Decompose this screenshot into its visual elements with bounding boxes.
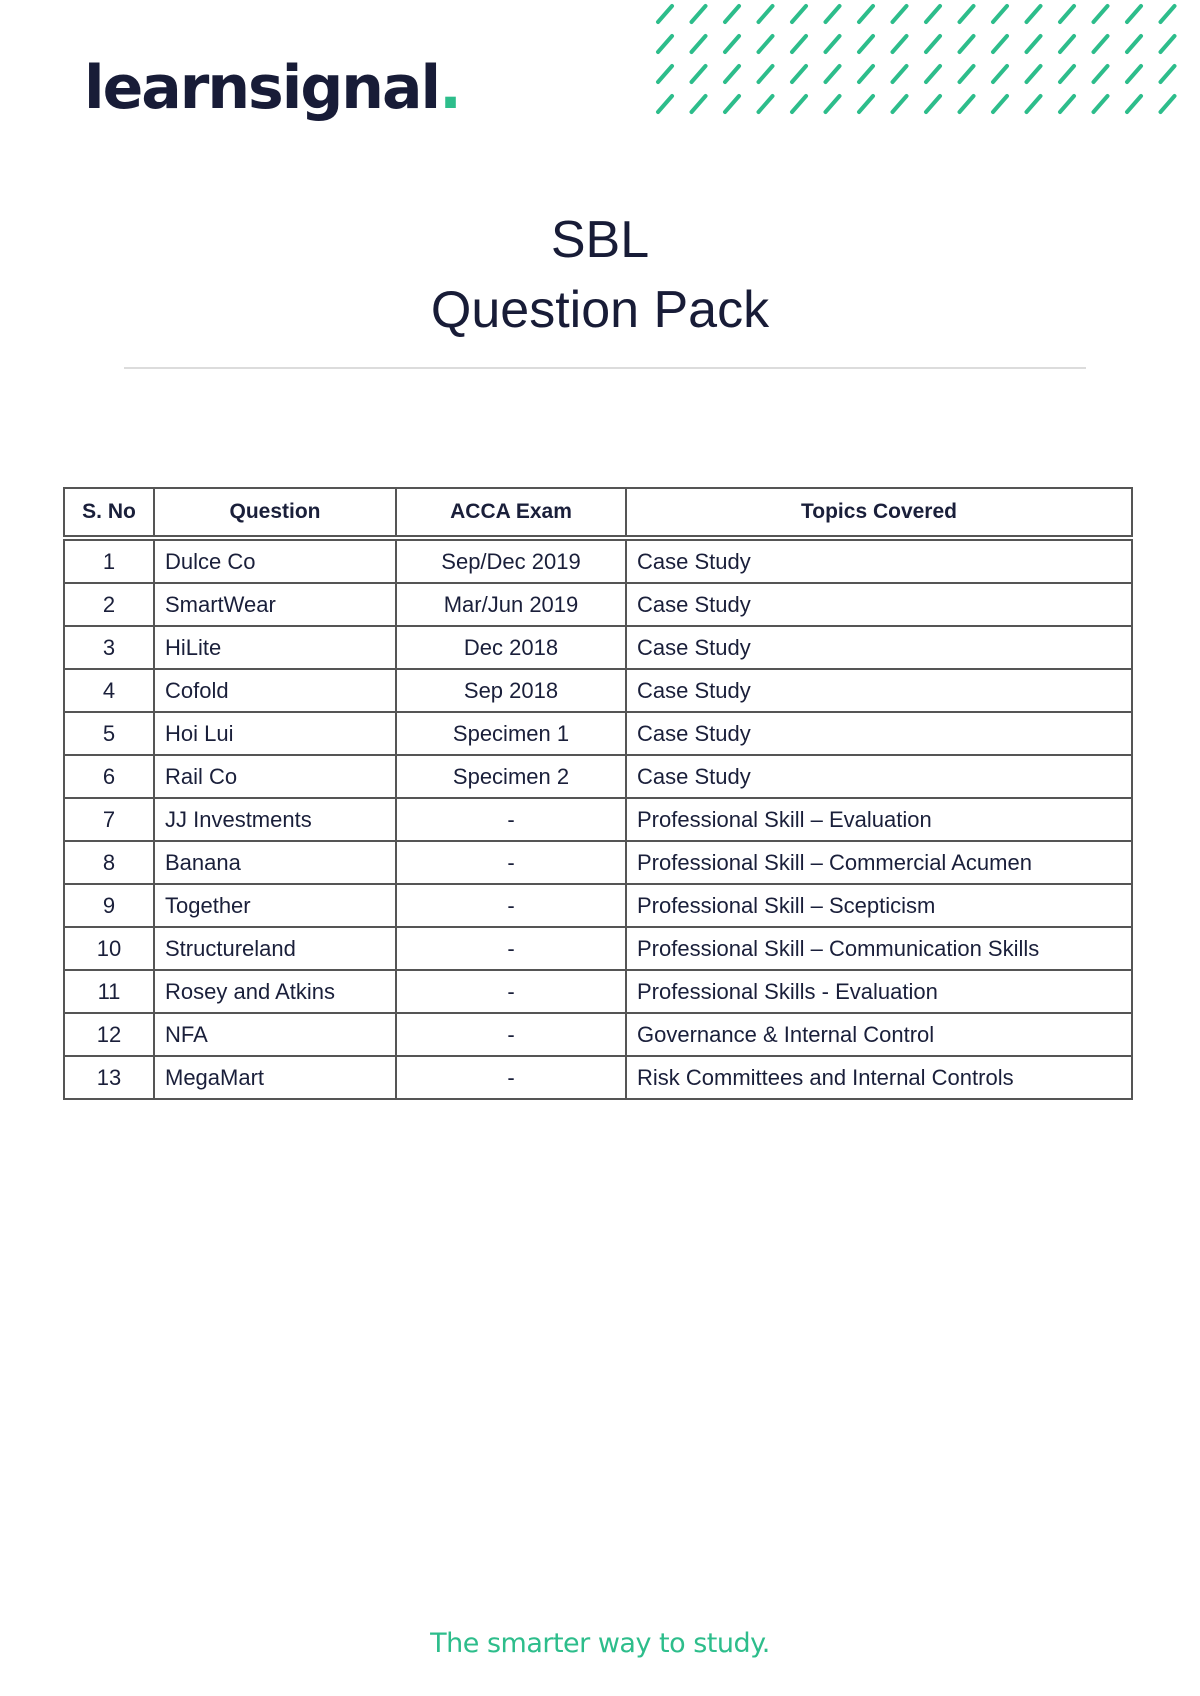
pattern-slash (993, 36, 1007, 52)
cell-sno: 1 (64, 538, 154, 583)
pattern-slash (859, 6, 873, 22)
cell-acca-exam: - (396, 884, 626, 927)
cell-question: NFA (154, 1013, 396, 1056)
cell-sno: 10 (64, 927, 154, 970)
pattern-slash (893, 6, 907, 22)
pattern-slash (960, 6, 974, 22)
pattern-slash (725, 36, 739, 52)
cell-acca-exam: - (396, 970, 626, 1013)
table-row (64, 798, 1132, 841)
pattern-slash (658, 96, 672, 112)
cell-acca-exam: Mar/Jun 2019 (396, 583, 626, 626)
cell-acca-exam: - (396, 798, 626, 841)
pattern-slash (1027, 66, 1041, 82)
pattern-slash (1127, 66, 1141, 82)
cell-sno: 9 (64, 884, 154, 927)
cell-question: Hoi Lui (154, 712, 396, 755)
pattern-slash (960, 96, 974, 112)
cell-topics: Professional Skill – Commercial Acumen (626, 841, 1132, 884)
cell-question: HiLite (154, 626, 396, 669)
header-question: Question (154, 488, 396, 538)
pattern-slash (993, 6, 1007, 22)
footer-tagline: The smarter way to study. (430, 1628, 770, 1659)
pattern-slash (893, 36, 907, 52)
cell-question: Rosey and Atkins (154, 970, 396, 1013)
pattern-slash (725, 96, 739, 112)
pattern-slash (960, 66, 974, 82)
pattern-slash (658, 6, 672, 22)
pattern-slash (1094, 36, 1108, 52)
pattern-slash (893, 96, 907, 112)
cell-question: SmartWear (154, 583, 396, 626)
pattern-slash (792, 96, 806, 112)
cell-question: Cofold (154, 669, 396, 712)
cell-topics: Case Study (626, 755, 1132, 798)
pattern-slash (1060, 66, 1074, 82)
pattern-slash (1027, 36, 1041, 52)
pattern-slash (1027, 96, 1041, 112)
pattern-slash (759, 96, 773, 112)
pattern-slash (658, 36, 672, 52)
pattern-slash (993, 96, 1007, 112)
pattern-slash (826, 96, 840, 112)
cell-sno: 11 (64, 970, 154, 1013)
table-row (64, 712, 1132, 755)
cell-sno: 3 (64, 626, 154, 669)
pattern-slash (1161, 36, 1175, 52)
table-row (64, 841, 1132, 884)
pattern-slash (692, 66, 706, 82)
cell-sno: 7 (64, 798, 154, 841)
cell-sno: 8 (64, 841, 154, 884)
title-subject: SBL (550, 211, 650, 269)
pattern-slash (692, 96, 706, 112)
cell-acca-exam: - (396, 927, 626, 970)
pattern-slash (1094, 96, 1108, 112)
pattern-slash (926, 6, 940, 22)
cell-acca-exam: Dec 2018 (396, 626, 626, 669)
pattern-slash (993, 66, 1007, 82)
cell-topics: Case Study (626, 626, 1132, 669)
cell-sno: 12 (64, 1013, 154, 1056)
cell-topics: Professional Skill – Evaluation (626, 798, 1132, 841)
cell-question: JJ Investments (154, 798, 396, 841)
cell-topics: Case Study (626, 712, 1132, 755)
table-row (64, 1056, 1132, 1099)
cell-sno: 6 (64, 755, 154, 798)
pattern-slash (725, 66, 739, 82)
logo-text: learnsignal (84, 53, 440, 123)
header-acca-exam: ACCA Exam (396, 488, 626, 538)
cell-topics: Case Study (626, 583, 1132, 626)
cell-acca-exam: Specimen 2 (396, 755, 626, 798)
table-row (64, 755, 1132, 798)
document-title (0, 205, 1200, 345)
cell-question: Rail Co (154, 755, 396, 798)
pattern-slash (1127, 96, 1141, 112)
pattern-slash (826, 6, 840, 22)
pattern-slash (792, 36, 806, 52)
cell-acca-exam: Sep/Dec 2019 (396, 538, 626, 583)
pattern-slash (1094, 66, 1108, 82)
pattern-slash (893, 66, 907, 82)
cell-acca-exam: - (396, 1013, 626, 1056)
title-pack: Question Pack (430, 281, 770, 339)
table-row (64, 884, 1132, 927)
table-row (64, 1013, 1132, 1056)
pattern-slash (1027, 6, 1041, 22)
pattern-slash (826, 66, 840, 82)
cell-sno: 2 (64, 583, 154, 626)
pattern-slash (1161, 96, 1175, 112)
cell-question: MegaMart (154, 1056, 396, 1099)
learnsignal-logo (84, 53, 460, 123)
cell-acca-exam: - (396, 841, 626, 884)
cell-topics: Professional Skills - Evaluation (626, 970, 1132, 1013)
cell-topics: Risk Committees and Internal Controls (626, 1056, 1132, 1099)
table-row (64, 669, 1132, 712)
header-sno: S. No (64, 488, 154, 538)
pattern-slash (692, 36, 706, 52)
cell-question: Together (154, 884, 396, 927)
table-row (64, 538, 1132, 583)
pattern-slash (859, 96, 873, 112)
cell-topics: Professional Skill – Scepticism (626, 884, 1132, 927)
cell-acca-exam: Specimen 1 (396, 712, 626, 755)
cell-question: Structureland (154, 927, 396, 970)
table-row (64, 583, 1132, 626)
pattern-slash (826, 36, 840, 52)
pattern-slash (1060, 96, 1074, 112)
pattern-slash (859, 66, 873, 82)
pattern-slash (859, 36, 873, 52)
cell-sno: 5 (64, 712, 154, 755)
pattern-slash (759, 36, 773, 52)
pattern-slash (792, 66, 806, 82)
pattern-slash (926, 96, 940, 112)
pattern-slash (792, 6, 806, 22)
pattern-slash (725, 6, 739, 22)
cell-question: Dulce Co (154, 538, 396, 583)
cell-topics: Governance & Internal Control (626, 1013, 1132, 1056)
pattern-slash (926, 36, 940, 52)
pattern-slash (759, 6, 773, 22)
pattern-slash (1161, 6, 1175, 22)
cell-question: Banana (154, 841, 396, 884)
question-pack-table (63, 487, 1133, 1100)
pattern-slash (1127, 6, 1141, 22)
cell-topics: Case Study (626, 538, 1132, 583)
pattern-slash (1094, 6, 1108, 22)
pattern-slash (658, 66, 672, 82)
pattern-slash (960, 36, 974, 52)
cell-acca-exam: Sep 2018 (396, 669, 626, 712)
decorative-slash-pattern (650, 0, 1200, 125)
pattern-slash (692, 6, 706, 22)
pattern-slash (759, 66, 773, 82)
pattern-slash (926, 66, 940, 82)
cell-topics: Professional Skill – Communication Skills (626, 927, 1132, 970)
pattern-slash (1161, 66, 1175, 82)
pattern-slash (1060, 6, 1074, 22)
cell-sno: 13 (64, 1056, 154, 1099)
title-divider (124, 367, 1086, 369)
logo-dot: . (439, 53, 460, 123)
cell-sno: 4 (64, 669, 154, 712)
table-row (64, 927, 1132, 970)
pattern-slash (1127, 36, 1141, 52)
table-row (64, 970, 1132, 1013)
header-topics: Topics Covered (626, 488, 1132, 538)
cell-acca-exam: - (396, 1056, 626, 1099)
table-header-row (64, 488, 1132, 538)
pattern-slash (1060, 36, 1074, 52)
table-row (64, 626, 1132, 669)
cell-topics: Case Study (626, 669, 1132, 712)
